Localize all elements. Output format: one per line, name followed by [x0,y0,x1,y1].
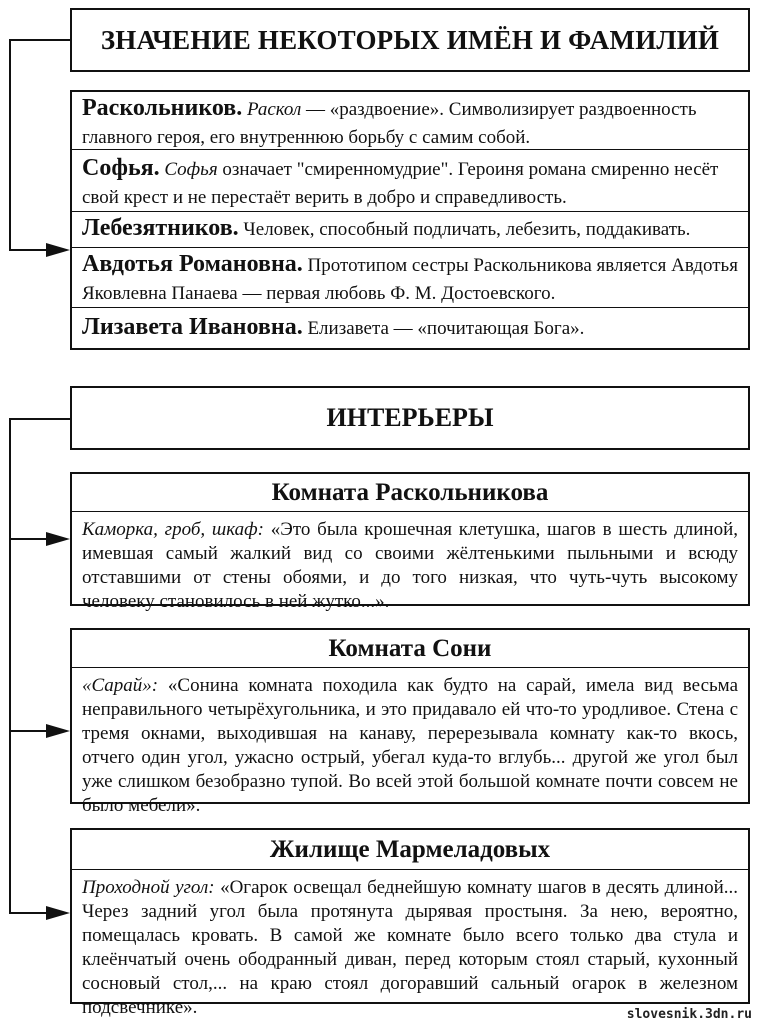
connector-arrow-shaft-3 [9,730,49,732]
entry-text: означает "смиренномудрие". Героиня романа смиренно несёт свой крест и не перестаёт верить в добро и справедливость. [82,159,719,208]
entry-name: Раскольников. [82,95,243,121]
name-entry [72,150,748,212]
connector-top-1 [9,39,70,41]
card-lead: Каморка, гроб, шкаф: [82,519,265,540]
name-entry [72,212,748,248]
entry-text: — «раздвоение». Символизирует раздвоенность главного героя, его внутреннюю борьбу с самим собой. [82,99,697,148]
arrow-right-icon [46,724,70,738]
card-heading: Комната Раскольникова [72,474,748,512]
interior-card-sonya [70,628,750,816]
interior-card-raskolnikov [70,472,750,612]
card-text: «Огарок освещал беднейшую комнату шагов в десять длиной... Через задний угол была протянута дырявая простыня. За нею, вероятно, помещалась кровать. В самой же комнате было всего только два стула и клеёнчатый очень ободранный диван, перед которым стоял старый, кухонный сосновый стол,... на краю стоял догоравший сальный огарок в железном подсвечнике». [82,877,739,1018]
arrow-right-icon [46,906,70,920]
card-heading: Комната Сони [72,630,748,668]
connector-vertical-1 [9,39,11,251]
name-entry [72,248,748,308]
name-entry [72,92,748,150]
card-heading: Жилище Мармеладовых [72,830,748,870]
card-text: «Это была крошечная клетушка, шагов в шесть длиной, имевшая самый жалкий вид со своими жёлтенькими пыльными и всюду отставшими от стены обоями, и до того низкая, что чуть-чуть высокому человеку становилось в ней жутко...». [82,519,739,612]
card-text: «Сонина комната походила как будто на сарай, имела вид весьма неправильного четырёхугольника, и это придавало ей что-то уродливое. Стена с тремя окнами, выходившая на канаву, перерезывала комнату как-то вкось, отчего один угол, ужасно острый, убегал куда-то вглубь... другой же угол был уже слишком безобразно тупой. Во всей этой большой комнате почти совсем не было мебели». [82,675,738,816]
entry-lead: Софья [164,159,218,180]
connector-vertical-2 [9,418,11,914]
interiors-section-title: ИНТЕРЬЕРЫ [70,386,750,450]
names-section-title: ЗНАЧЕНИЕ НЕКОТОРЫХ ИМЁН И ФАМИЛИЙ [70,8,750,72]
connector-arrow-shaft-1 [9,249,49,251]
card-lead: «Сарай»: [82,675,159,696]
names-table [70,90,750,350]
arrow-right-icon [46,243,70,257]
card-body [72,668,748,816]
watermark: slovesnik.3dn.ru [626,1007,752,1022]
entry-name: Лебезятников. [82,215,239,241]
connector-top-2 [9,418,70,420]
connector-arrow-shaft-4 [9,912,49,914]
name-entry [72,308,748,348]
entry-text: Прототипом сестры Раскольникова является Авдотья Яковлевна Панаева — первая любовь Ф. М. Достоевского. [82,255,738,304]
entry-name: Лизавета Ивановна. [82,314,303,340]
card-lead: Проходной угол: [82,877,215,898]
entry-name: Авдотья Романовна. [82,251,303,277]
card-body [72,512,748,612]
entry-text: Человек, способный подличать, лебезить, поддакивать. [243,219,691,240]
arrow-right-icon [46,532,70,546]
entry-text: Елизавета — «почитающая Бога». [307,318,585,339]
entry-name: Софья. [82,155,160,181]
connector-arrow-shaft-2 [9,538,49,540]
entry-lead: Раскол [246,99,302,120]
